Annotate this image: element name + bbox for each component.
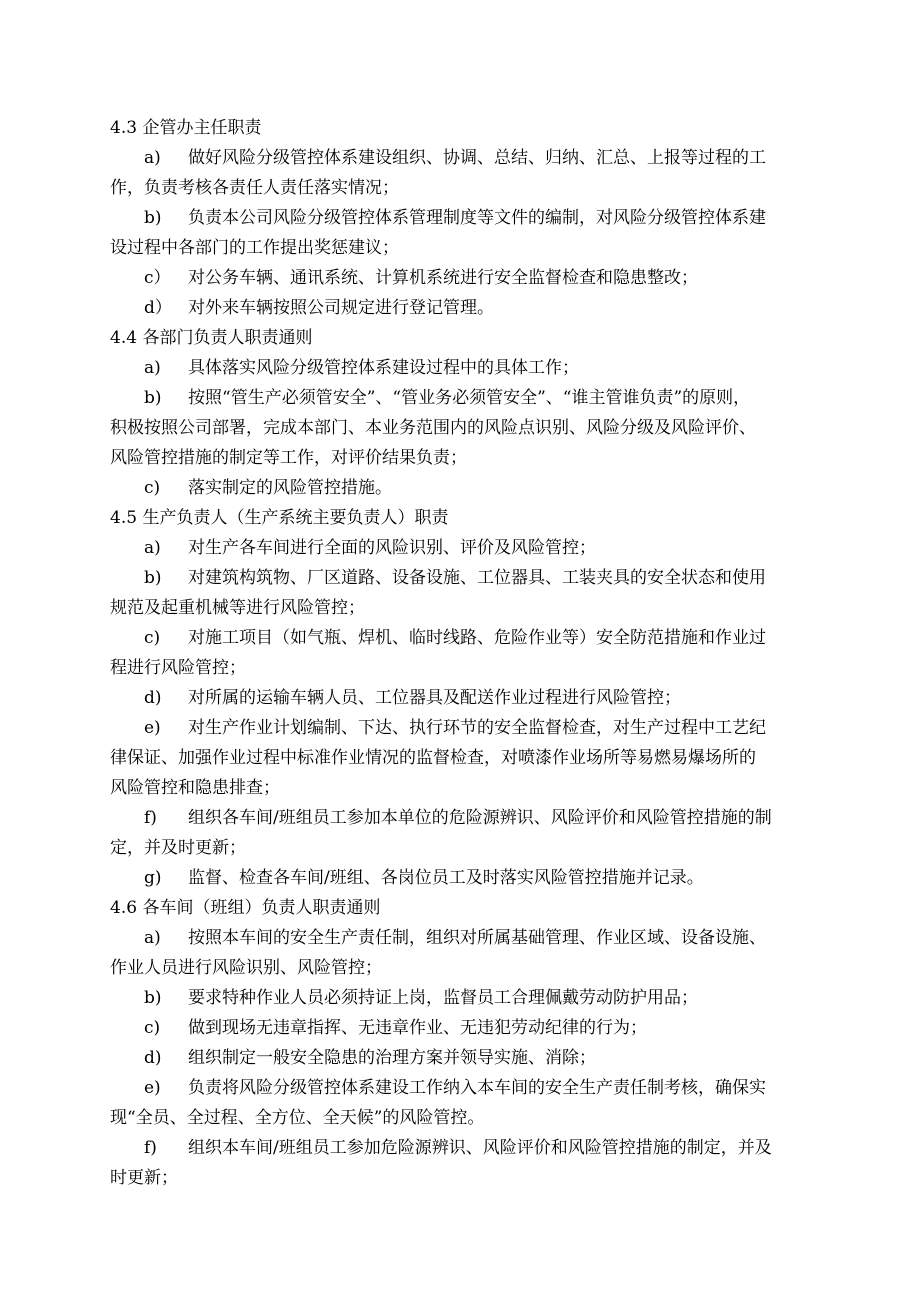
list-item [110, 1013, 810, 1043]
list-item-first-line [110, 353, 810, 383]
list-item-text: 程进行风险管控； [110, 658, 246, 678]
list-item-label: a) [144, 358, 161, 378]
list-item-text: 对生产作业计划编制、下达、执行环节的安全监督检查，对生产过程中工艺纪 [188, 718, 766, 738]
list-item [110, 1073, 810, 1133]
list-item [110, 1043, 810, 1073]
list-item-text: 对施工项目（如气瓶、焊机、临时线路、危险作业等）安全防范措施和作业过 [188, 628, 766, 648]
list-item-continuation [110, 743, 810, 773]
list-item-first-line [110, 563, 810, 593]
list-item-text: 作，负责考核各责任人责任落实情况； [110, 178, 399, 198]
list-item-text: 负责本公司风险分级管控体系管理制度等文件的编制，对风险分级管控体系建 [188, 208, 766, 228]
list-item-first-line [110, 293, 810, 323]
list-item [110, 983, 810, 1013]
list-item-label: a) [144, 538, 161, 558]
list-item [110, 473, 810, 503]
list-item-text: 律保证、加强作业过程中标准作业情况的监督检查，对喷漆作业场所等易燃易爆场所的 [110, 748, 756, 768]
list-item-continuation [110, 233, 810, 263]
list-item [110, 713, 810, 803]
list-item-label: e) [144, 1078, 161, 1098]
list-item-first-line [110, 533, 810, 563]
list-item [110, 353, 810, 383]
list-item-text: 做好风险分级管控体系建设组织、协调、总结、归纳、汇总、上报等过程的工 [188, 148, 766, 168]
section-heading: 4.4 各部门负责人职责通则 [110, 328, 313, 348]
list-item [110, 263, 810, 293]
list-item-first-line [110, 983, 810, 1013]
list-item-first-line [110, 473, 810, 503]
list-item [110, 563, 810, 623]
list-item [110, 863, 810, 893]
list-item-first-line [110, 143, 810, 173]
list-item-text: 对建筑构筑物、厂区道路、设备设施、工位器具、工装夹具的安全状态和使用 [188, 568, 766, 588]
list-item-text: 要求特种作业人员必须持证上岗，监督员工合理佩戴劳动防护用品； [188, 988, 698, 1008]
list-item-label: d) [144, 1048, 162, 1068]
list-item-text: 按照“管生产必须管安全”、“管业务必须管安全”、“谁主管谁负责”的原则， [188, 388, 751, 408]
list-item-text: 现“全员、全过程、全方位、全天候”的风险管控。 [110, 1108, 485, 1128]
list-item-text: 负责将风险分级管控体系建设工作纳入本车间的安全生产责任制考核，确保实 [188, 1078, 766, 1098]
list-item-continuation [110, 773, 810, 803]
list-item [110, 293, 810, 323]
list-item-continuation [110, 1163, 810, 1193]
list-item-text: 风险管控和隐患排查； [110, 778, 280, 798]
section-heading: 4.3 企管办主任职责 [110, 118, 262, 138]
list-item-first-line [110, 683, 810, 713]
list-item [110, 1133, 810, 1193]
list-item [110, 923, 810, 983]
list-item-continuation [110, 413, 810, 443]
list-item-text: 积极按照公司部署，完成本部门、本业务范围内的风险点识别、风险分级及风险评价、 [110, 418, 756, 438]
list-item-first-line [110, 623, 810, 653]
list-item [110, 803, 810, 863]
list-item [110, 683, 810, 713]
list-item-label: a) [144, 148, 161, 168]
list-item-continuation [110, 1103, 810, 1133]
list-item-label: c) [144, 478, 161, 498]
list-item-text: 对生产各车间进行全面的风险识别、评价及风险管控； [188, 538, 596, 558]
list-item-first-line [110, 923, 810, 953]
list-item-label: c) [144, 628, 161, 648]
list-item [110, 203, 810, 263]
list-item [110, 623, 810, 683]
list-item-text: 组织本车间/班组员工参加危险源辨识、风险评价和风险管控措施的制定，并及 [188, 1138, 772, 1158]
list-item-text: 定，并及时更新； [110, 838, 246, 858]
list-item-label: d) [144, 688, 162, 708]
list-item [110, 533, 810, 563]
list-item-first-line [110, 1013, 810, 1043]
list-item-text: 落实制定的风险管控措施。 [188, 478, 392, 498]
list-item-first-line [110, 713, 810, 743]
list-item-label: b) [144, 988, 162, 1008]
list-item-label: b) [144, 208, 162, 228]
list-item-text: 对所属的运输车辆人员、工位器具及配送作业过程进行风险管控； [188, 688, 681, 708]
list-item-first-line [110, 863, 810, 893]
list-item-label: b) [144, 388, 162, 408]
list-item-label: f) [144, 808, 157, 828]
list-item-label: c） [144, 268, 171, 288]
list-item-text: 做到现场无违章指挥、无违章作业、无违犯劳动纪律的行为； [188, 1018, 647, 1038]
list-item-text: 设过程中各部门的工作提出奖惩建议； [110, 238, 399, 258]
list-item-text: 按照本车间的安全生产责任制，组织对所属基础管理、作业区域、设备设施、 [188, 928, 766, 948]
list-item [110, 143, 810, 203]
list-item-label: g) [144, 868, 162, 888]
list-item-continuation [110, 593, 810, 623]
list-item-text: 作业人员进行风险识别、风险管控； [110, 958, 382, 978]
list-item-first-line [110, 803, 810, 833]
list-item-text: 风险管控措施的制定等工作，对评价结果负责； [110, 448, 467, 468]
document-body [110, 113, 810, 1193]
list-item-continuation [110, 443, 810, 473]
list-item [110, 383, 810, 473]
section-heading: 4.5 生产负责人（生产系统主要负责人）职责 [110, 508, 449, 528]
list-item-label: c) [144, 1018, 161, 1038]
list-item-text: 监督、检查各车间/班组、各岗位员工及时落实风险管控措施并记录。 [188, 868, 704, 888]
list-item-text: 对外来车辆按照公司规定进行登记管理。 [188, 298, 494, 318]
list-item-continuation [110, 653, 810, 683]
list-item-text: 规范及起重机械等进行风险管控； [110, 598, 365, 618]
list-item-first-line [110, 263, 810, 293]
list-item-first-line [110, 1043, 810, 1073]
list-item-continuation [110, 833, 810, 863]
list-item-text: 具体落实风险分级管控体系建设过程中的具体工作； [188, 358, 579, 378]
section-heading: 4.6 各车间（班组）负责人职责通则 [110, 898, 381, 918]
list-item-text: 组织各车间/班组员工参加本单位的危险源辨识、风险评价和风险管控措施的制 [188, 808, 772, 828]
list-item-continuation [110, 953, 810, 983]
list-item-label: b) [144, 568, 162, 588]
list-item-text: 时更新； [110, 1168, 178, 1188]
list-item-label: a) [144, 928, 161, 948]
list-item-first-line [110, 203, 810, 233]
list-item-text: 组织制定一般安全隐患的治理方案并领导实施、消除； [188, 1048, 596, 1068]
list-item-label: f) [144, 1138, 157, 1158]
list-item-first-line [110, 1133, 810, 1163]
list-item-continuation [110, 173, 810, 203]
list-item-first-line [110, 383, 810, 413]
list-item-label: e) [144, 718, 161, 738]
list-item-text: 对公务车辆、通讯系统、计算机系统进行安全监督检查和隐患整改； [188, 268, 698, 288]
list-item-first-line [110, 1073, 810, 1103]
list-item-label: d） [144, 298, 172, 318]
